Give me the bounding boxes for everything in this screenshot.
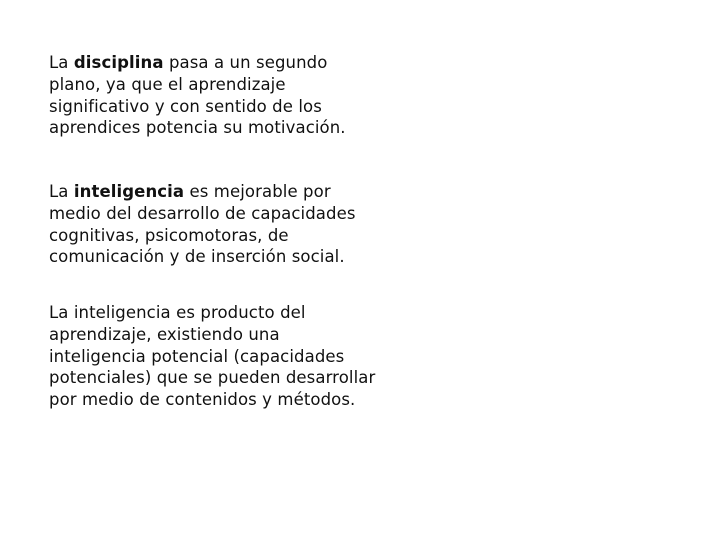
paragraph-2-prefix: La	[49, 182, 74, 201]
paragraph-inteligencia-mejorable	[49, 181, 369, 268]
paragraph-2-rest: es mejorable por medio del desarrollo de capacidades cognitivas, psicomotoras, de comunicación y de inserción social.	[49, 182, 356, 267]
paragraph-1-bold-term: disciplina	[73, 53, 164, 72]
paragraph-inteligencia-producto: La inteligencia es producto del aprendizaje, existiendo una inteligencia potencial (capacidades potenciales) que se pueden desarrollar por medio de contenidos y métodos.	[49, 303, 376, 410]
paragraph-1-prefix: La	[49, 53, 74, 72]
paragraph-1-rest: pasa a un segundo plano, ya que el aprendizaje significativo y con sentido de los aprendices potencia su motivación.	[49, 53, 346, 138]
paragraph-2-bold-term: inteligencia	[73, 182, 185, 201]
paragraph-disciplina	[49, 52, 379, 139]
